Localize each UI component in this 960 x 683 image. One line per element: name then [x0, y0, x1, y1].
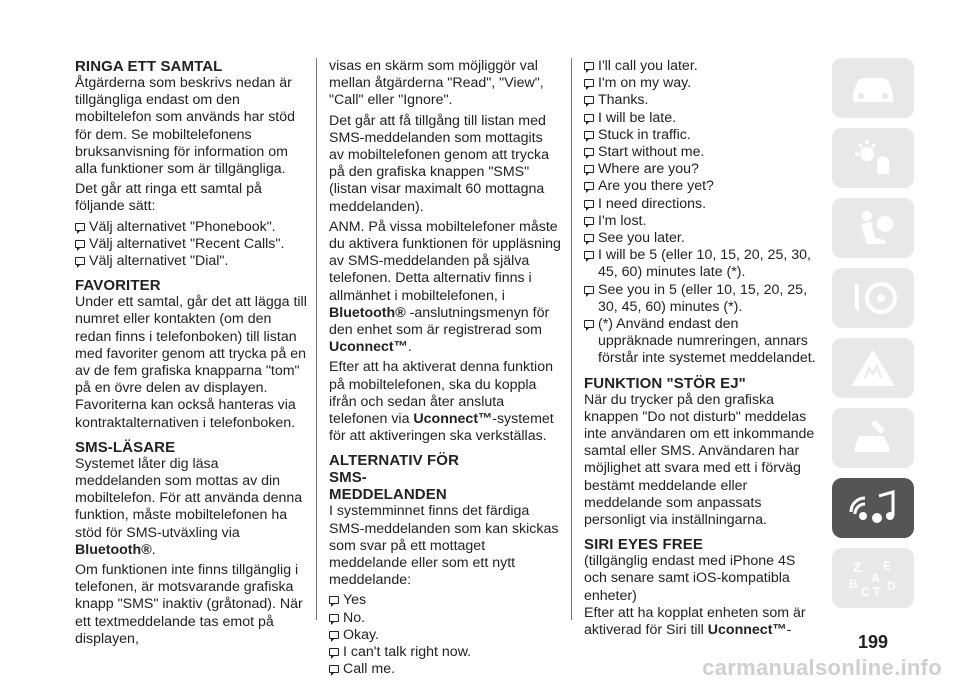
heading-alternativ-sms: ALTERNATIV FÖR SMS-MEDDELANDEN — [329, 452, 459, 504]
paragraph: Efter att ha kopplat enheten som är aktiverad för Siri till Uconnect™- — [584, 604, 806, 639]
list-item: See you in 5 (eller 10, 15, 20, 25, 30, 45, 60) minutes (*). — [584, 282, 816, 316]
index-letter: E — [883, 559, 892, 573]
list-item: Where are you? — [584, 161, 816, 178]
list-item: Thanks. — [584, 92, 816, 109]
heading-sms-lasare: SMS-LÄSARE — [75, 438, 176, 456]
page-number: 199 — [857, 632, 889, 652]
paragraph: ANM. På vissa mobiltelefoner måste du aktivera funktionen för uppläsning av SMS-meddelanden på själva telefonen. Detta alternativ finns i allmänhet i mobiltelefonen, i Bluetooth® -anslutningsmenyn för den enhet som är registrerad som Uconnect™. — [329, 218, 561, 356]
index-letter: C — [861, 585, 870, 599]
steering-key-icon — [845, 276, 901, 320]
column-divider — [316, 58, 317, 620]
airbag-seat-icon — [845, 206, 901, 250]
tab-emergency[interactable] — [832, 338, 914, 398]
tab-maintenance[interactable] — [832, 408, 914, 468]
sms-bubble-icon — [584, 217, 594, 225]
paragraph: Om funktionen inte finns tillgänglig i telefonen, är motsvarande grafiska knapp "SMS" inaktiv (gråtonad). När ett textmeddelande tas emot på displayen, — [75, 562, 303, 647]
list-item: Yes — [329, 592, 561, 609]
list-item: I will be late. — [584, 110, 816, 127]
paragraph: Under ett samtal, går det att lägga till numret eller kontakten (om den redan finns i telefonboken) till listan med favoriter genom att trycka på en av de fem grafiska knapparna "tom" på en övre delen av displayen. Favoriterna kan också hanteras via kontraktalternativen i telefonboken. — [75, 294, 307, 431]
bullet-list — [75, 219, 307, 271]
sms-bubble-icon — [584, 286, 594, 294]
list-item: I'm lost. — [584, 213, 816, 230]
list-item: I will be 5 (eller 10, 15, 20, 25, 30, 45, 60) minutes late (*). — [584, 247, 816, 281]
paragraph: Systemet låter dig läsa meddelanden som mottas av din mobiltelefon. För att använda denna funktion, måste mobiltelefonen ha stöd för SMS-utväxling via Bluetooth®. — [75, 455, 303, 558]
sms-bubble-icon — [329, 665, 339, 673]
tab-car[interactable] — [832, 58, 914, 118]
alphabet-index-icon — [845, 556, 901, 600]
footer-watermark: carmanualsonline.info — [702, 655, 942, 680]
wrench-car-icon — [845, 416, 901, 460]
paragraph: I systemminnet finns det färdiga SMS-meddelanden som kan skickas som svar på ett mottaget meddelande eller som ett nytt meddelande: — [329, 503, 559, 589]
bullet-list — [584, 58, 816, 368]
sms-bubble-icon — [329, 614, 339, 622]
sms-bubble-icon — [75, 257, 85, 265]
column-2 — [329, 58, 561, 679]
sms-bubble-icon — [584, 62, 594, 70]
sms-bubble-icon — [584, 200, 594, 208]
list-item: Are you there yet? — [584, 178, 816, 195]
heading-siri-eyes-free: SIRI EYES FREE — [584, 536, 703, 554]
sms-bubble-icon — [75, 240, 85, 248]
index-letter: B — [849, 577, 858, 591]
sms-bubble-icon — [584, 96, 594, 104]
tab-dashboard[interactable] — [832, 128, 914, 188]
warning-triangle-icon — [845, 346, 901, 390]
index-letter: T — [873, 585, 881, 599]
media-music-icon — [845, 486, 901, 530]
list-item: Välj alternativet "Phonebook". — [75, 219, 307, 236]
sms-bubble-icon — [584, 234, 594, 242]
tab-safety[interactable] — [832, 198, 914, 258]
sms-bubble-icon — [584, 131, 594, 139]
paragraph: Det går att få tillgång till listan med SMS-meddelanden som mottagits av mobiltelefonen genom att trycka på den grafiska knappen "SMS" (listan visar maximalt 60 mottagna meddelanden). — [329, 112, 550, 215]
column-1 — [75, 58, 307, 648]
sms-bubble-icon — [584, 182, 594, 190]
sms-bubble-icon — [584, 320, 594, 328]
list-item: Okay. — [329, 627, 561, 644]
paragraph: När du trycker på den grafiska knappen "Do not disturb" meddelas inte användaren om ett inkommande samtal eller SMS. Användaren har möjlighet att svara med ett i förväg bestämt meddelande eller meddelande som anpassats personligt via inställningarna. — [584, 391, 815, 529]
paragraph: (tillgänglig endast med iPhone 4S och senare samt iOS-kompatibla enheter) — [584, 553, 796, 604]
index-letter: Z — [853, 559, 862, 575]
list-item: Stuck in traffic. — [584, 127, 816, 144]
list-item: I can't talk right now. — [329, 644, 561, 661]
list-item: Välj alternativet "Dial". — [75, 253, 307, 270]
paragraph: Det går att ringa ett samtal på följande sätt: — [75, 181, 262, 215]
index-letter: D — [887, 579, 896, 593]
tab-driving[interactable] — [832, 268, 914, 328]
paragraph: visas en skärm som möjliggör val mellan åtgärderna "Read", "View", "Call" eller "Ignore". — [329, 58, 544, 109]
sms-bubble-icon — [329, 631, 339, 639]
heading-stor-ej: FUNKTION "STÖR EJ" — [584, 374, 746, 392]
list-item: See you later. — [584, 230, 816, 247]
chapter-tabs — [832, 58, 914, 620]
paragraph: Efter att ha aktiverat denna funktion på mobiltelefonen, ska du koppla ifrån och sedan åter ansluta telefonen via Uconnect™-systemet för att aktiveringen ska verkställas. — [329, 359, 554, 445]
sms-bubble-icon — [584, 148, 594, 156]
bullet-list — [329, 592, 561, 678]
sms-bubble-icon — [329, 648, 339, 656]
paragraph: Åtgärderna som beskrivs nedan är tillgängliga endast om den mobiltelefon som används har stöd för dem. Se mobiltelefonens bruksanvisning för information om alla funktioner som är tillgängliga. — [75, 75, 296, 178]
column-divider — [571, 58, 572, 620]
sms-bubble-icon — [584, 79, 594, 87]
list-item: I need directions. — [584, 196, 816, 213]
sms-bubble-icon — [584, 251, 594, 259]
tab-index[interactable] — [832, 548, 914, 608]
list-item: Välj alternativet "Recent Calls". — [75, 236, 307, 253]
sms-bubble-icon — [75, 223, 85, 231]
heading-ringa-ett-samtal: RINGA ETT SAMTAL — [75, 58, 223, 75]
dashboard-lights-icon — [845, 136, 901, 180]
index-letter: A — [871, 571, 880, 585]
list-item: I'll call you later. — [584, 58, 816, 75]
list-item: Start without me. — [584, 144, 816, 161]
tab-multimedia[interactable] — [832, 478, 914, 538]
column-3 — [584, 58, 816, 639]
list-item: Call me. — [329, 661, 561, 678]
car-icon — [845, 66, 901, 110]
list-item: No. — [329, 610, 561, 627]
sms-bubble-icon — [329, 596, 339, 604]
sms-bubble-icon — [584, 114, 594, 122]
sms-bubble-icon — [584, 165, 594, 173]
heading-favoriter: FAVORITER — [75, 277, 161, 295]
list-item: (*) Använd endast den uppräknade numreringen, annars förstår inte systemet meddelandet. — [584, 316, 816, 368]
list-item: I'm on my way. — [584, 75, 816, 92]
